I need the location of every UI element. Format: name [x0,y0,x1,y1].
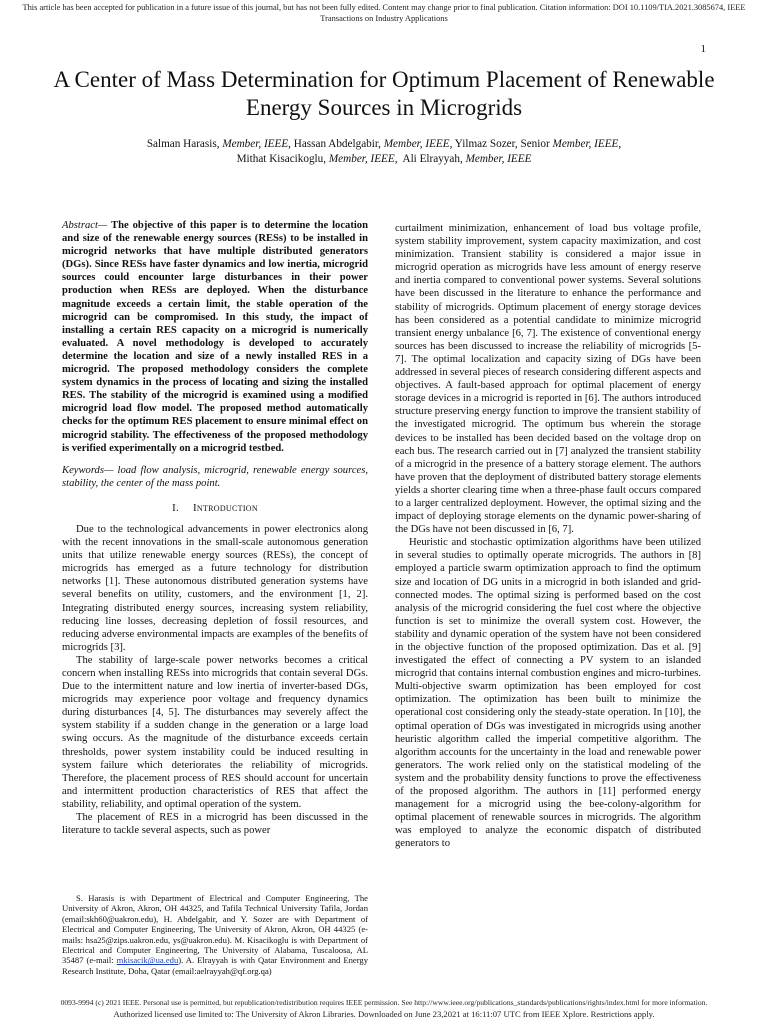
license-notice: Authorized licensed use limited to: The University of Akron Libraries. Downloaded on June 23,2021 at 16:11:07 UTC from IEEE Xplore. Restrictions apply. [113,1009,655,1019]
footnote-part-2: ). A. Elrayyah is with Qatar Environment and Energy Research Institute, Doha, Qatar (email:aelrayyah@qf.org.qa) [62,955,368,976]
author-name: Salman Harasis, [146,138,223,150]
author-membership: Member, IEEE [465,153,532,165]
footnote-text [62,893,368,976]
page-number: 1 [700,43,706,55]
body-paragraph-1: curtailment minimization, enhancement of load bus voltage profile, system stability improvement, system capacity maximization, and cost minimization. Transient stability is considered a major issue in microgrid operation as microgrids have less amount of energy reserve and inertia compared to conventional power systems. Several solutions have been discussed in the literature to enhance the performance and stability of microgrids. Optimum placement of energy storage devices has been considered as a potential candidate to minimize microgrid transient energy unbalance [6, 7]. The existence of conventional energy sources has been discussed to increase the reliability of microgrids [5-7]. The optimal localization and capacity sizing of DGs have been addressed in several pieces of research considering different aspects and objectives. A fault-based approach for optimal placement of energy storage devices in a microgrid is reported in [6]. The authors introduced structure preserving energy function to improve the transient stability of the investigated microgrid. The optimum bus wherein the storage devices to be installed has been decided based on the voltage drop on each bus. The research carried out in [7] analyzed the transient stability of a microgrid in the presence of a battery storage element. The authors have proven that the deployment of distributed battery storage elements yields a shorter clearing time when a three-phase fault occurs compared to a larger centralized deployment. However, the optimal sizing and the impact of deploying storage elements on the dynamic power-sharing of the DGs have not been discussed in [6, 7]. [395,223,702,536]
footnote-part-1: S. Harasis is with Department of Electrical and Computer Engineering, The University of Akron, Akron, OH 44325, and Tafila Technical University Tafila, Jordan (email:skh60@uakron.edu), H. Abdelgabir, and Y. Sozer are with Department of Electrical and Computer Engineering, The University of Akron, Akron, OH 44325 (e-mails: hsa25@zips.uakron.edu, ys@uakron.edu). M. Kisacikoglu is with Department of Electrical and Computer Engineering, The University of Alabama, Tuscaloosa, AL 35487 (e-mail: [62,893,368,966]
abstract-text: The objective of this paper is to determine the location and size of the renewable energy sources (RESs) to be installed in microgrid networks that have multiple distributed generators (DGs). Since RESs have faster dynamics and low inertia, microgrid sources could encounter large disturbances in their power production when RESs are deployed. When the disturbance magnitude exceeds a certain limit, the stable operation of the microgrid can be compromised. In this study, the impact of installing a certain RES capacity on a microgrid is numerically evaluated. A novel methodology is developed to accurately determine the location and size of a newly installed RES in a microgrid. The proposed methodology considers the complete system dynamics in the process of locating and sizing the installed RES. The stability of the microgrid is examined using a modified microgrid load flow model. The proposed method automatically checks for the optimum RES placement to ensure minimal effect on microgrid stability. The effectiveness of the proposed methodology is verified experimentally on a microgrid testbed. [62,220,368,454]
author-line-2 [60,152,708,167]
body-paragraph-2: Heuristic and stochastic optimization algorithms have been utilized in several studies to optimally operate microgrids. The authors in [8] employed a particle swarm optimization approach to find the optimum size and location of DG units in a microgrid in both islanded and grid-connected modes. The optimal sizing is performed based on the cost analysis of the microgrid considering the fuel cost where the objective function is set to minimize the overall system cost. However, the stability and dynamic operation of the system have not been considered in the objective function of the proposed optimization. Das et al. [9] investigated the effect of connecting a PV system to an islanded microgrid that contains internal combustion engines and micro-turbines. Multi-objective swarm optimization has been employed for cost optimization. The optimization has been built to minimize the operational cost considering only the steady-state operation. In [10], the optimal operation of DGs was investigated in microgrids using another heuristic algorithm called the imperial competitive algorithm. The algorithm accounts for the uncertainty in the load and renewable power generators. The work relied only on the statistical modeling of the system and the probability density functions to prove the effectiveness of the proposed algorithm. The authors in [11] performed energy management for a microgrid using the bee-colony-algorithm for optimal placement of renewable sources in microgrids. The algorithm was employed to analyze the economic dispatch of distributed generators to [395,537,701,850]
author-affiliation-footnote [62,893,368,976]
section-heading-introduction [62,502,368,515]
author-name: Hassan Abdelgabir, [290,138,384,150]
email-link[interactable]: mkisacik@ua.edu [116,955,179,966]
journal-banner [0,2,768,24]
author-membership: Member, IEEE, [383,138,453,150]
intro-paragraph-2: The stability of large-scale power networks becomes a critical concern when installing RESs into microgrids that contain several DGs. Due to the intermittent nature and low inertia of inverter-based DGs, microgrids may experience poor voltage and frequency dynamics during disturbances [4, 5]. The disturbances may severely affect the system stability if a sudden change in the generation or a large load swing occurs. As the magnitude of the disturbance exceeds certain thresholds, power system instability could be induced resulting in system failure which deteriorates the reliability of microgrids. Therefore, the placement process of RES should account for uncertain and intermittent production characteristics of RES that affect the stability, reliability, and optimal operation of the system. [62,654,368,810]
intro-paragraph-3: The placement of RES in a microgrid has been discussed in the literature to tackle several aspects, such as power [62,812,368,837]
abstract [62,219,368,455]
section-title: Introduction [192,501,258,514]
copyright-notice: 0093-9994 (c) 2021 IEEE. Personal use is permitted, but republication/redistribution requires IEEE permission. See http://www.ieee.org/publications_standards/publications/rights/index.html for more information. [60,998,708,1007]
author-line-1 [60,137,708,152]
author-name: Ali Elrayyah, [397,153,466,165]
author-membership: Member, IEEE, [222,138,291,150]
banner-line-2: Transactions on Industry Applications [320,14,448,23]
author-name: Yilmaz Sozer, Senior [452,138,553,150]
abstract-label: Abstract— [62,220,108,231]
keywords-label: Keywords— [62,464,114,476]
paper-title: A Center of Mass Determination for Optimum Placement of Renewable Energy Sources in Microgrids [53,67,715,120]
right-column [395,222,701,851]
author-block [60,137,708,167]
left-column [62,219,368,837]
banner-line-1: This article has been accepted for publication in a future issue of this journal, but has not been fully edited. Content may change prior to final publication. Citation information: DOI 10.1109/TIA.2021.3085674, IEEE [22,3,746,12]
section-numeral: I. [172,501,179,514]
intro-paragraph-1: Due to the technological advancements in power electronics along with the recent innovations in the small-scale autonomous generation units that utilize renewable energy sources (RESs), the concept of microgrids has emerged as a future technology for distribution networks [1]. These autonomous distributed generation systems have several benefits on utility, customers, and the environment [1, 2]. Integrating distributed energy sources, increasing system reliability, reducing line losses, decreasing depletion of fossil resources, and reducing adverse environmental impacts are examples of the benefits of microgrids [3]. [62,523,368,653]
keywords [62,464,368,490]
author-name: Mithat Kisacikoglu, [236,153,329,165]
author-membership: Member, IEEE, [328,153,398,165]
author-membership: Member, IEEE, [552,138,622,150]
keywords-text: load flow analysis, microgrid, renewable energy sources, stability, the center of the mass point. [62,464,368,489]
